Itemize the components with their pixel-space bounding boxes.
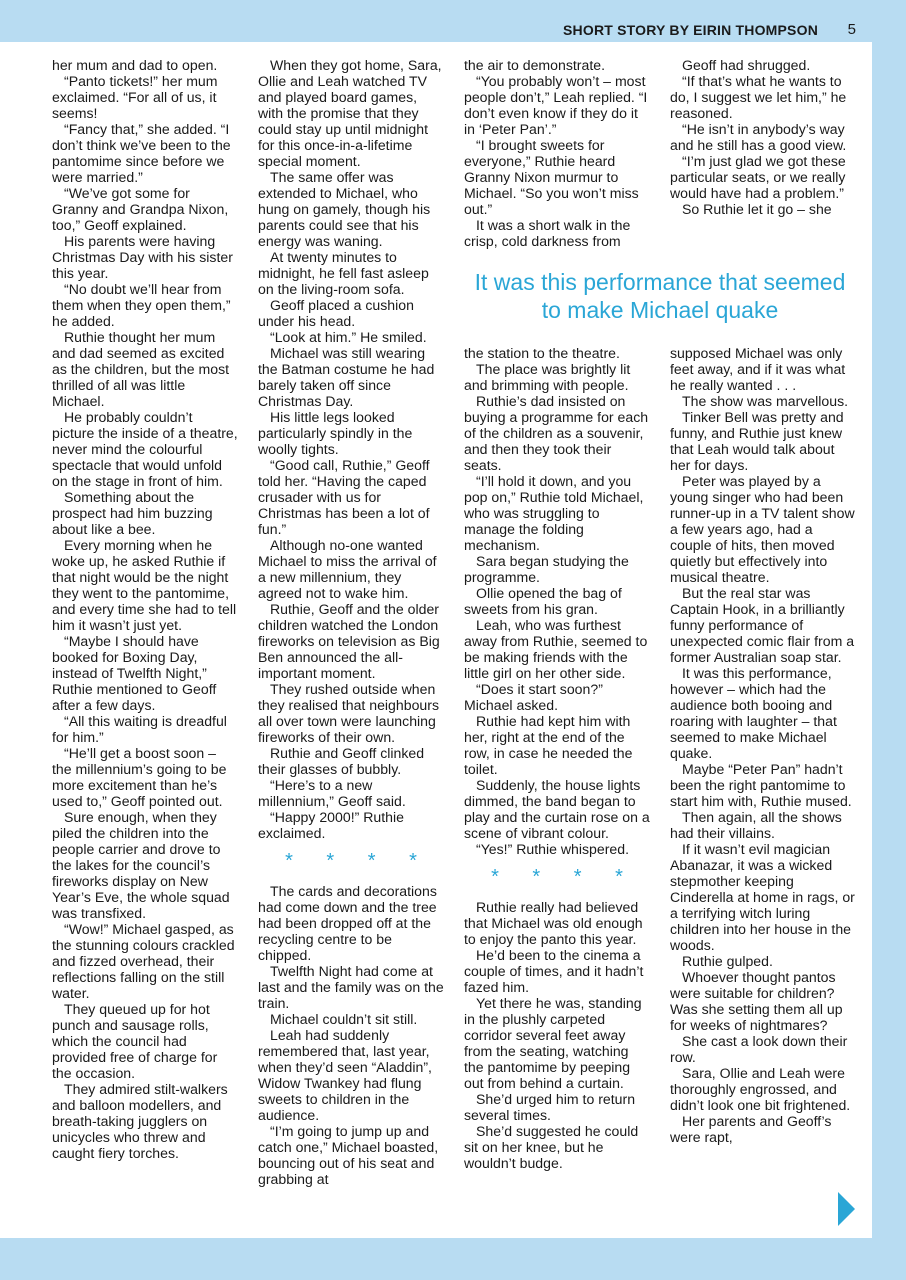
paragraph: If it wasn’t evil magician Abanazar, it was a wicked stepmother keeping Cinderella at home in rags, or a terrifying witch luring children into her house in the woods.: [670, 841, 855, 953]
paragraph: “Does it start soon?” Michael asked.: [464, 681, 603, 713]
paragraph: “Maybe I should have booked for Boxing Day, instead of Twelfth Night,” Ruthie mentioned to Geoff after a few days.: [52, 633, 217, 713]
paragraph: Then again, all the shows had their villains.: [670, 809, 842, 841]
paragraph: “Wow!” Michael gasped, as the stunning colours crackled and fizzed overhead, their reflections falling on the still water.: [52, 921, 235, 1001]
paragraph: Whoever thought pantos were suitable for children? Was she setting them all up for weeks of nightmares?: [670, 969, 843, 1033]
paragraph: He’d been to the cinema a couple of times, and it hadn’t fazed him.: [464, 947, 644, 995]
paragraph: the air to demonstrate.: [464, 57, 606, 73]
paragraph: “I’m just glad we got these particular seats, or we really would have had a problem.”: [670, 153, 846, 201]
paragraph: It was a short walk in the crisp, cold darkness from: [464, 217, 631, 249]
page-number: 5: [847, 21, 856, 38]
paragraph: Leah, who was furthest away from Ruthie, seemed to be making friends with the little girl on her other side.: [464, 617, 648, 681]
paragraph: But the real star was Captain Hook, in a brilliantly funny performance of unexpected comic flair from a former Australian soap star.: [670, 585, 855, 665]
paragraph: “I’m going to jump up and catch one,” Michael boasted, bouncing out of his seat and grabbing at: [258, 1123, 439, 1187]
paragraph: The cards and decorations had come down and the tree had been dropped off at the recycling centre to be chipped.: [258, 883, 437, 963]
paragraph: Yet there he was, standing in the plushly carpeted corridor several feet away from the seating, watching the pantomime by peeping out from behind a curtain.: [464, 995, 642, 1091]
paragraph: Tinker Bell was pretty and funny, and Ruthie just knew that Leah would talk about her for days.: [670, 409, 844, 473]
section-separator: * * * *: [285, 850, 431, 872]
paragraph: At twenty minutes to midnight, he fell fast asleep on the living-room sofa.: [258, 249, 429, 297]
pull-quote: It was this performance that seemed to make Michael quake: [474, 269, 846, 323]
paragraph: Ruthie, Geoff and the older children watched the London fireworks on television as Big Ben announced the all-important moment.: [258, 601, 440, 681]
paragraph: Leah had suddenly remembered that, last year, when they’d seen “Aladdin”, Widow Twankey had flung sweets to children in the audience.: [258, 1027, 432, 1123]
column-4-bottom: [670, 345, 856, 1145]
paragraph: Ollie opened the bag of sweets from his gran.: [464, 585, 622, 617]
column-3-top: [464, 57, 650, 249]
paragraph: “I’ll hold it down, and you pop on,” Ruthie told Michael, who was struggling to manage the folding mechanism.: [464, 473, 644, 553]
paragraph: Her parents and Geoff’s were rapt,: [670, 1113, 832, 1145]
paragraph: The place was brightly lit and brimming with people.: [464, 361, 631, 393]
paragraph: Sara began studying the programme.: [464, 553, 629, 585]
paragraph: Sure enough, when they piled the children into the people carrier and drove to the lakes for the council’s fireworks display on New Year’s Eve, the whole squad was transfixed.: [52, 809, 230, 921]
paragraph: Michael couldn’t sit still.: [270, 1011, 418, 1027]
paragraph: “Yes!” Ruthie whispered.: [476, 841, 630, 857]
paragraph: “Fancy that,” she added. “I don’t think we’ve been to the pantomime since before we were married.”: [52, 121, 231, 185]
paragraph: Suddenly, the house lights dimmed, the band began to play and the curtain rose on a scene of vibrant colour.: [464, 777, 650, 841]
paragraph: Although no-one wanted Michael to miss the arrival of a new millennium, they agreed not to wake him.: [258, 537, 437, 601]
paragraph: “I brought sweets for everyone,” Ruthie heard Granny Nixon murmur to Michael. “So you won’t miss out.”: [464, 137, 639, 217]
paragraph: They queued up for hot punch and sausage rolls, which the council had provided free of charge for the occasion.: [52, 1001, 218, 1081]
paragraph: Ruthie had kept him with her, right at the end of the row, in case he needed the toilet.: [464, 713, 633, 777]
paragraph: the station to the theatre.: [464, 345, 620, 361]
paragraph: His parents were having Christmas Day with his sister this year.: [52, 233, 233, 281]
paragraph: She cast a look down their row.: [670, 1033, 848, 1065]
paragraph: supposed Michael was only feet away, and if it was what he really wanted . . .: [670, 345, 846, 393]
paragraph: Something about the prospect had him buzzing about like a bee.: [52, 489, 213, 537]
paragraph: Ruthie’s dad insisted on buying a programme for each of the children as a souvenir, and then they took their seats.: [464, 393, 649, 473]
paragraph: The show was marvellous.: [682, 393, 849, 409]
paragraph: Sara, Ollie and Leah were thoroughly engrossed, and didn’t look one bit frightened.: [670, 1065, 851, 1113]
column-3-bottom: [464, 345, 650, 1171]
paragraph: Every morning when he woke up, he asked Ruthie if that night would be the night they went to the pantomime, and every time she had to tell him it wasn’t just yet.: [52, 537, 237, 633]
paragraph: Geoff had shrugged.: [682, 57, 811, 73]
paragraph: “Good call, Ruthie,” Geoff told her. “Having the caped crusader with us for Christmas has been a lot of fun.”: [258, 457, 430, 537]
paragraph: “No doubt we’ll hear from them when they open them,” he added.: [52, 281, 231, 329]
paragraph: When they got home, Sara, Ollie and Leah watched TV and played board games, with the promise that they could stay up until midnight for this once-in-a-lifetime special moment.: [258, 57, 442, 169]
paragraph: “If that’s what he wants to do, I suggest we let him,” he reasoned.: [670, 73, 847, 121]
paragraph: It was this performance, however – which had the audience both booing and roaring with laughter – that seemed to make Michael quake.: [670, 665, 837, 761]
paragraph: She’d urged him to return several times.: [464, 1091, 636, 1123]
paragraph: Ruthie gulped.: [682, 953, 773, 969]
paragraph: her mum and dad to open.: [52, 57, 218, 73]
paragraph: “He’ll get a boost soon – the millennium’s going to be more excitement than he’s used to,” Geoff pointed out.: [52, 745, 227, 809]
paragraph: The same offer was extended to Michael, who hung on gamely, though his parents could see that his energy was waning.: [258, 169, 431, 249]
paragraph: They admired stilt-walkers and balloon modellers, and breath-taking jugglers on unicycles who threw and caught fiery torches.: [52, 1081, 228, 1161]
section-separator: * * * *: [491, 866, 637, 888]
paragraph: “All this waiting is dreadful for him.”: [52, 713, 227, 745]
column-4-top: [670, 57, 856, 217]
paragraph: Ruthie really had believed that Michael was old enough to enjoy the panto this year.: [464, 899, 643, 947]
paragraph: “Here’s to a new millennium,” Geoff said.: [258, 777, 406, 809]
paragraph: Michael was still wearing the Batman costume he had barely taken off since Christmas Day.: [258, 345, 435, 409]
paragraph: They rushed outside when they realised that neighbours all over town were launching fireworks of their own.: [258, 681, 439, 745]
paragraph: “Look at him.” He smiled.: [270, 329, 427, 345]
paragraph: Twelfth Night had come at last and the family was on the train.: [258, 963, 444, 1011]
paragraph: He probably couldn’t picture the inside of a theatre, never mind the colourful spectacle that would unfold on the stage in front of him.: [52, 409, 238, 489]
column-2: [258, 57, 444, 1187]
paragraph: Ruthie and Geoff clinked their glasses of bubbly.: [258, 745, 425, 777]
paragraph: She’d suggested he could sit on her knee, but he wouldn’t budge.: [464, 1123, 639, 1171]
page-header: [0, 0, 906, 42]
paragraph: Maybe “Peter Pan” hadn’t been the right pantomime to start him with, Ruthie mused.: [670, 761, 852, 809]
paragraph: “You probably won’t – most people don’t,” Leah replied. “I don’t even know if they do it in ‘Peter Pan’.”: [464, 73, 648, 137]
paragraph: His little legs looked particularly spindly in the woolly tights.: [258, 409, 413, 457]
paragraph: Geoff placed a cushion under his head.: [258, 297, 414, 329]
paragraph: “Panto tickets!” her mum exclaimed. “For all of us, it seems!: [52, 73, 218, 121]
continue-arrow-icon[interactable]: [838, 1192, 855, 1226]
paragraph: “Happy 2000!” Ruthie exclaimed.: [258, 809, 404, 841]
paragraph: “We’ve got some for Granny and Grandpa Nixon, too,” Geoff explained.: [52, 185, 229, 233]
story-byline: SHORT STORY BY EIRIN THOMPSON: [563, 22, 818, 38]
paragraph: So Ruthie let it go – she: [682, 201, 832, 217]
paragraph: Ruthie thought her mum and dad seemed as excited as the children, but the most thrilled of all was little Michael.: [52, 329, 230, 409]
paragraph: “He isn’t in anybody’s way and he still has a good view.: [670, 121, 847, 153]
paragraph: Peter was played by a young singer who had been runner-up in a TV talent show a few years ago, had a couple of hits, then moved quietly but effectively into musical theatre.: [670, 473, 855, 585]
column-1: [52, 57, 238, 1161]
